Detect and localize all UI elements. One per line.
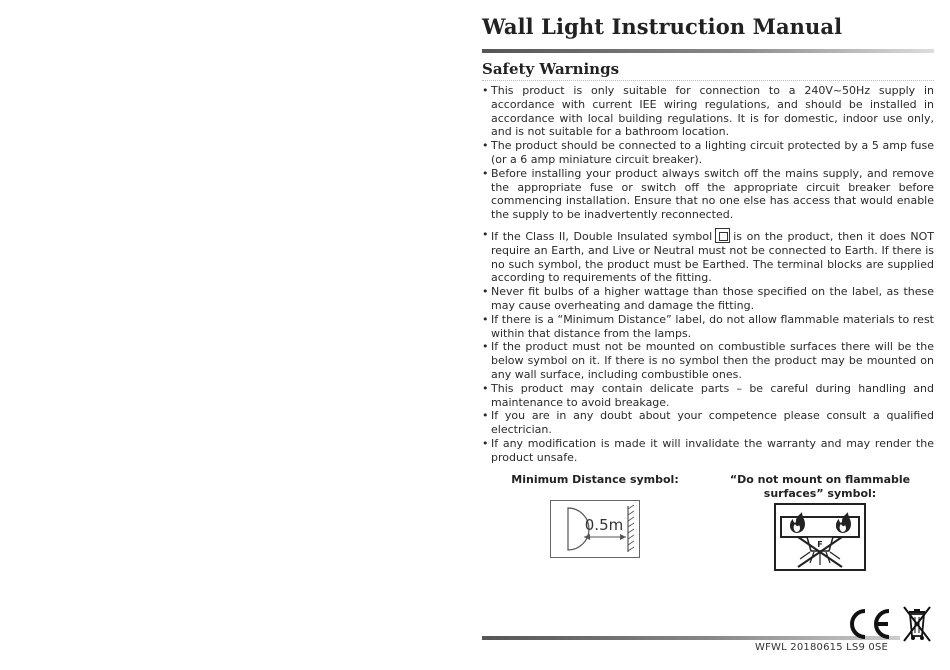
warning-item [482, 228, 934, 285]
warning-item: • If there is a “Minimum Distance” label, do not allow flammable materials to rest within that distance from the lamps. [482, 313, 934, 341]
page-title: Wall Light Instruction Manual [482, 14, 843, 39]
warning-item: • If you are in any doubt about your competence please consult a qualified electrician. [482, 409, 934, 437]
minimum-distance-icon [550, 500, 640, 558]
product-code: WFWL 20180615 LS9 0SE [755, 642, 889, 653]
flammable-label: “Do not mount on flammable surfaces” symbol: [729, 473, 911, 500]
safety-warnings-list [482, 84, 934, 465]
warning-text: is on the product, then it does NOT require an Earth, and Live or Neutral must not be connected to Earth. If there is no such symbol, the product must be Earthed. The terminal blocks are supplied according to requirements of the fitting. [491, 229, 934, 285]
ce-mark-icon [848, 606, 894, 642]
warning-item: • Before installing your product always switch off the mains supply, and remove the appropriate fuse or switch off the appropriate circuit breaker before commencing installation. Ensure that no one else has access that would enable the supply to be inadvertently reconnected. [482, 167, 934, 222]
class-ii-icon [715, 228, 730, 243]
min-distance-label: Minimum Distance symbol: [511, 473, 679, 486]
warning-item: • The product should be connected to a lighting circuit protected by a 5 amp fuse (or a 6 amp miniature circuit breaker). [482, 139, 934, 167]
warning-item: • This product is only suitable for connection to a 240V~50Hz supply in accordance with current IEE wiring regulations, and should be installed in accordance with local building regulations. It is for domestic, indoor use only, and is not suitable for a bathroom location. [482, 84, 934, 139]
flammable-badge: F [817, 540, 823, 549]
warning-item: • If any modification is made it will invalidate the warranty and may render the product unsafe. [482, 437, 934, 465]
section-title: Safety Warnings [482, 60, 620, 78]
warning-item: • This product may contain delicate parts – be careful during handling and maintenance to avoid breakage. [482, 382, 934, 410]
min-distance-value: 0.5m [584, 516, 624, 534]
warning-item: • Never fit bulbs of a higher wattage than those specified on the label, as these may cause overheating and damage the fitting. [482, 285, 934, 313]
warning-item: • If the product must not be mounted on combustible surfaces there will be the below symbol on it. If there is no symbol then the product may be mounted on any wall surface, including combustible ones. [482, 340, 934, 381]
title-divider [482, 49, 934, 53]
weee-bin-icon [900, 604, 934, 642]
section-divider [482, 80, 934, 81]
no-flammable-surface-icon [774, 503, 866, 571]
footer-divider [482, 636, 900, 640]
warning-text: If the Class II, Double Insulated symbol [491, 229, 713, 243]
